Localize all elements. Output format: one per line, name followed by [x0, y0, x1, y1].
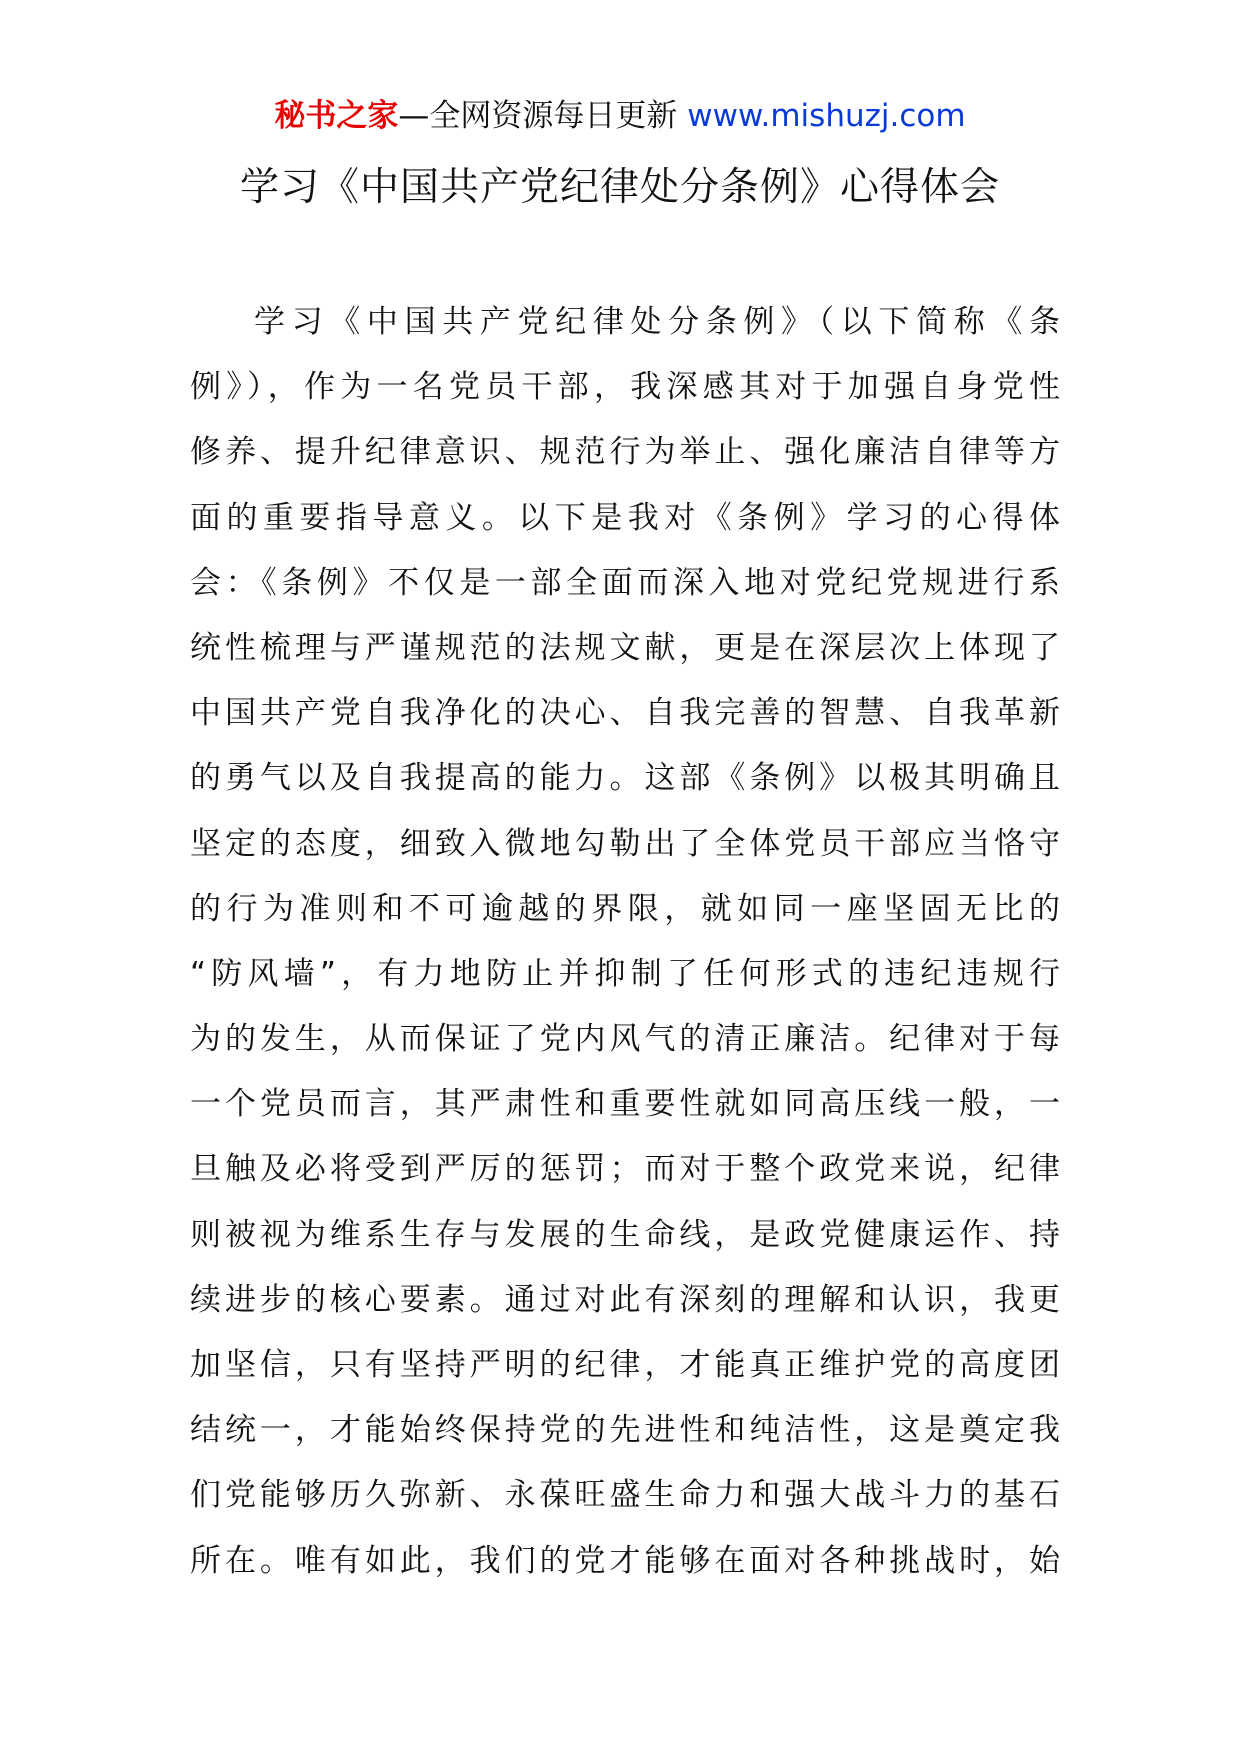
site-brand: 秘书之家 — [274, 98, 399, 134]
body-line: 学习《中国共产党纪律处分条例》（以下简称《条 — [254, 304, 1060, 340]
body-line: “防风墙”，有力地防止并抑制了任何形式的违纪违规行 — [190, 955, 1060, 992]
site-tagline: —全网资源每日更新 — [398, 98, 678, 134]
body-line: 则被视为维系生存与发展的生命线，是政党健康运作、持 — [190, 1216, 1060, 1253]
body-line: 会：《条例》不仅是一部全面而深入地对党纪党规进行系 — [190, 564, 1060, 601]
body-line: 旦触及必将受到严厉的惩罚；而对于整个政党来说，纪律 — [190, 1151, 1060, 1188]
body-line: 统性梳理与严谨规范的法规文献，更是在深层次上体现了 — [190, 629, 1060, 666]
body-line: 续进步的核心要素。通过对此有深刻的理解和认识，我更 — [190, 1281, 1060, 1318]
body-line: 的行为准则和不可逾越的界限，就如同一座坚固无比的 — [190, 890, 1060, 927]
body-line: 修养、提升纪律意识、规范行为举止、强化廉洁自律等方 — [190, 434, 1060, 471]
body-line: 面的重要指导意义。以下是我对《条例》学习的心得体 — [190, 499, 1060, 536]
body-line: 中国共产党自我净化的决心、自我完善的智慧、自我革新 — [190, 695, 1060, 732]
body-line: 为的发生，从而保证了党内风气的清正廉洁。纪律对于每 — [190, 1021, 1060, 1058]
body-line: 一个党员而言，其严肃性和重要性就如同高压线一般，一 — [190, 1086, 1060, 1123]
body-line: 们党能够历久弥新、永葆旺盛生命力和强大战斗力的基石 — [190, 1477, 1060, 1514]
body-line: 所在。唯有如此，我们的党才能够在面对各种挑战时，始 — [190, 1542, 1060, 1579]
body-line: 的勇气以及自我提高的能力。这部《条例》以极其明确且 — [190, 760, 1060, 797]
site-url-link[interactable]: www.mishuzj.com — [687, 98, 966, 134]
document-body — [190, 290, 1060, 1594]
body-line: 结统一，才能始终保持党的先进性和纯洁性，这是奠定我 — [190, 1412, 1060, 1449]
site-banner — [0, 96, 1240, 136]
body-line: 例》），作为一名党员干部，我深感其对于加强自身党性 — [190, 369, 1060, 406]
body-line: 坚定的态度，细致入微地勾勒出了全体党员干部应当恪守 — [190, 825, 1060, 862]
body-line: 加坚信，只有坚持严明的纪律，才能真正维护党的高度团 — [190, 1347, 1060, 1383]
document-title: 学习《中国共产党纪律处分条例》心得体会 — [239, 165, 1000, 210]
